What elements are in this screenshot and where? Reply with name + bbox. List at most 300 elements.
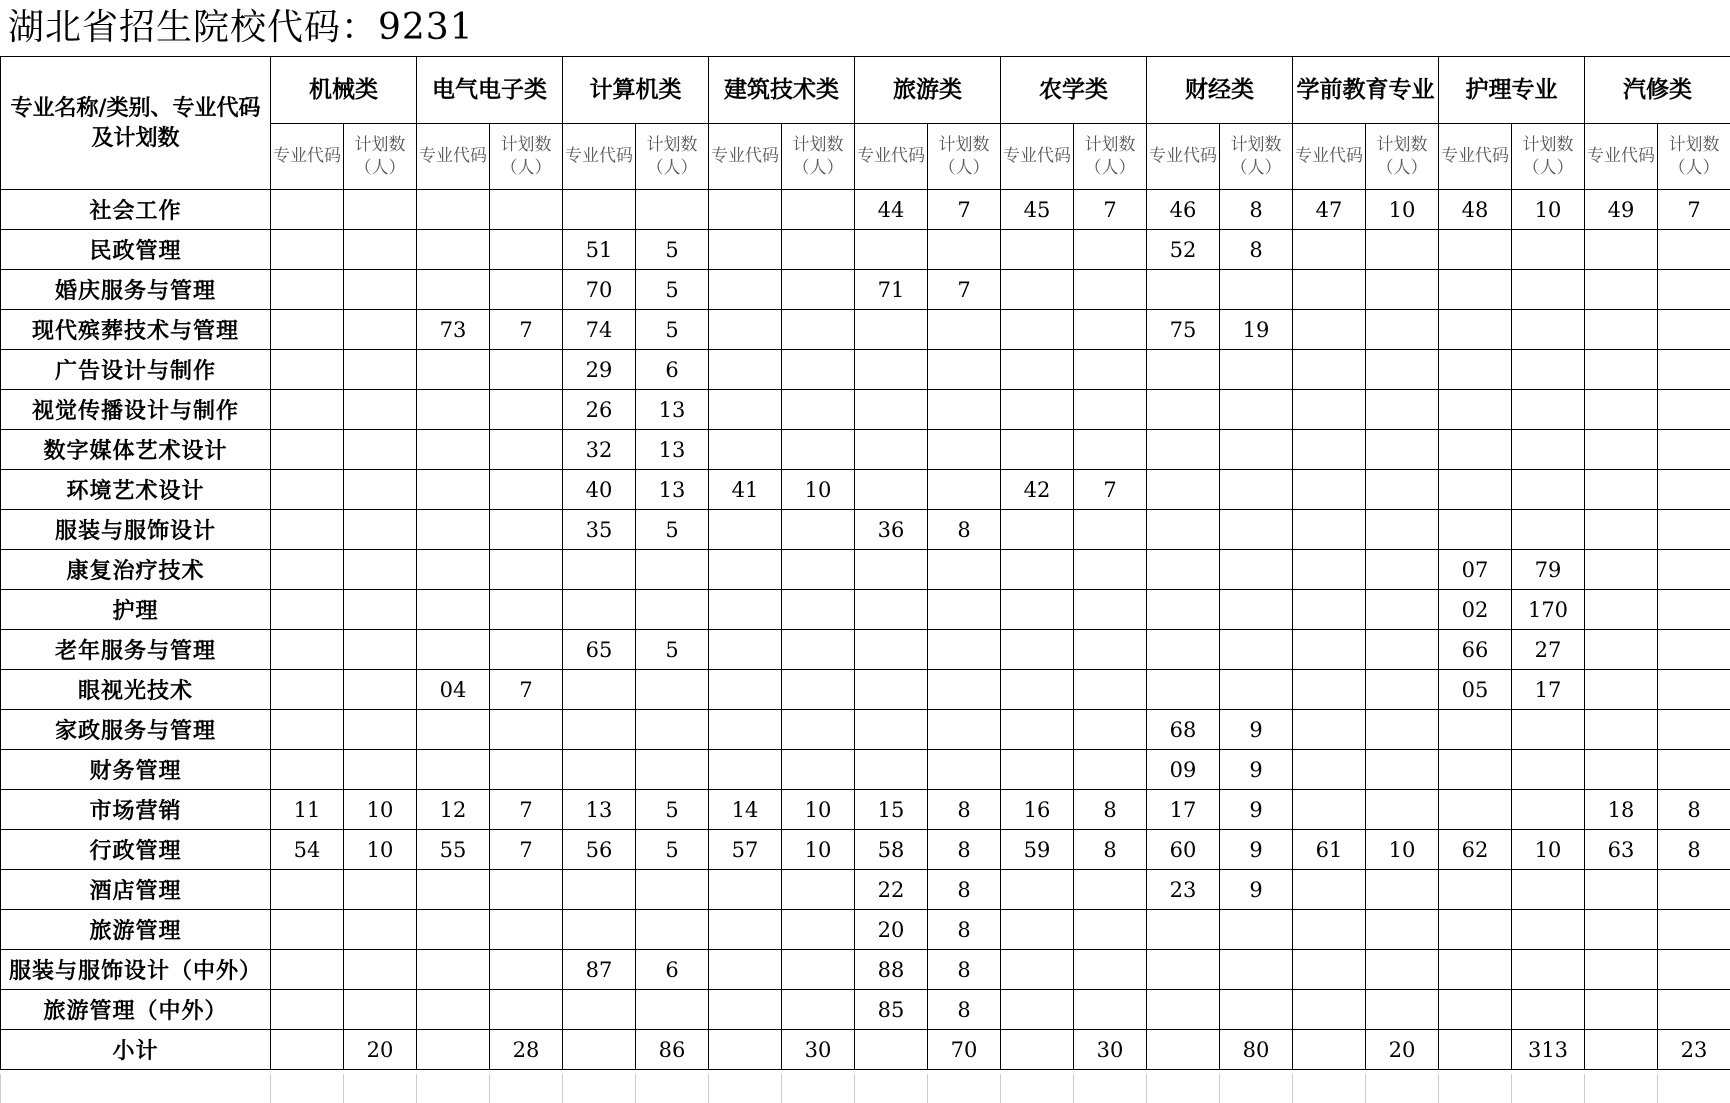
category-header: 旅游类 xyxy=(855,57,1001,124)
plan-count-cell xyxy=(636,910,709,950)
major-code-cell xyxy=(1585,750,1658,790)
grid-line xyxy=(635,1074,636,1103)
grid-line xyxy=(270,1074,271,1103)
plan-count-cell: 8 xyxy=(928,830,1001,870)
plan-count-cell xyxy=(1658,310,1730,350)
plan-count-cell: 80 xyxy=(1220,1030,1293,1070)
plan-count-cell xyxy=(782,190,855,230)
plan-count-cell xyxy=(928,350,1001,390)
plan-count-cell xyxy=(1512,870,1585,910)
plan-count-cell xyxy=(1512,750,1585,790)
major-code-cell xyxy=(709,910,782,950)
major-code-cell xyxy=(1147,950,1220,990)
major-code-cell xyxy=(417,270,490,310)
category-header: 电气电子类 xyxy=(417,57,563,124)
plan-count-cell: 9 xyxy=(1220,710,1293,750)
grid-line xyxy=(1584,1074,1585,1103)
major-code-cell xyxy=(1585,510,1658,550)
plan-count-cell xyxy=(1658,750,1730,790)
plan-count-cell: 5 xyxy=(636,790,709,830)
plan-count-cell xyxy=(636,710,709,750)
major-code-cell xyxy=(855,590,928,630)
table-row xyxy=(1,470,1730,510)
plan-count-cell xyxy=(490,350,563,390)
plan-count-cell: 8 xyxy=(928,510,1001,550)
major-code-cell: 36 xyxy=(855,510,928,550)
major-code-cell xyxy=(1585,390,1658,430)
plan-count-cell: 10 xyxy=(344,790,417,830)
plan-column-header: 计划数（人） xyxy=(1366,124,1439,190)
plan-count-cell xyxy=(490,430,563,470)
major-code-cell xyxy=(1147,590,1220,630)
plan-count-cell xyxy=(782,310,855,350)
major-code-cell xyxy=(271,270,344,310)
major-code-cell xyxy=(1147,630,1220,670)
category-header: 护理专业 xyxy=(1439,57,1585,124)
major-code-cell: 75 xyxy=(1147,310,1220,350)
plan-column-header: 计划数（人） xyxy=(1220,124,1293,190)
code-column-header: 专业代码 xyxy=(1147,124,1220,190)
table-row xyxy=(1,790,1730,830)
major-code-cell xyxy=(1439,430,1512,470)
plan-count-cell xyxy=(636,990,709,1030)
major-code-cell xyxy=(417,190,490,230)
plan-count-cell xyxy=(1074,630,1147,670)
code-column-header: 专业代码 xyxy=(709,124,782,190)
category-header: 计算机类 xyxy=(563,57,709,124)
grid-line xyxy=(489,1074,490,1103)
major-code-cell xyxy=(563,190,636,230)
major-code-cell xyxy=(855,550,928,590)
plan-count-cell xyxy=(1512,430,1585,470)
plan-column-header: 计划数（人） xyxy=(1512,124,1585,190)
major-name: 环境艺术设计 xyxy=(1,470,271,510)
major-code-cell xyxy=(1147,390,1220,430)
major-code-cell: 63 xyxy=(1585,830,1658,870)
plan-count-cell xyxy=(782,390,855,430)
major-code-cell xyxy=(709,710,782,750)
plan-count-cell xyxy=(928,430,1001,470)
major-code-cell: 32 xyxy=(563,430,636,470)
plan-count-cell xyxy=(1074,910,1147,950)
major-code-cell xyxy=(271,230,344,270)
plan-count-cell xyxy=(1366,870,1439,910)
plan-count-cell: 5 xyxy=(636,310,709,350)
major-code-cell: 68 xyxy=(1147,710,1220,750)
table-row xyxy=(1,510,1730,550)
major-name: 视觉传播设计与制作 xyxy=(1,390,271,430)
major-code-cell xyxy=(1293,430,1366,470)
grid-line xyxy=(416,1074,417,1103)
major-code-cell xyxy=(1293,910,1366,950)
category-header: 学前教育专业 xyxy=(1293,57,1439,124)
major-code-cell xyxy=(1147,350,1220,390)
plan-count-cell xyxy=(1366,390,1439,430)
major-code-cell xyxy=(855,430,928,470)
plan-count-cell xyxy=(636,550,709,590)
plan-count-cell: 8 xyxy=(1658,790,1730,830)
major-code-cell xyxy=(709,670,782,710)
plan-count-cell xyxy=(1366,270,1439,310)
major-code-cell xyxy=(1293,1030,1366,1070)
category-header: 财经类 xyxy=(1147,57,1293,124)
plan-count-cell xyxy=(490,710,563,750)
major-code-cell: 20 xyxy=(855,910,928,950)
major-code-cell xyxy=(1001,510,1074,550)
plan-count-cell: 10 xyxy=(1512,190,1585,230)
plan-count-cell xyxy=(490,190,563,230)
plan-count-cell xyxy=(1366,510,1439,550)
plan-count-cell xyxy=(344,910,417,950)
plan-count-cell: 7 xyxy=(928,270,1001,310)
major-name: 服装与服饰设计 xyxy=(1,510,271,550)
major-code-cell: 59 xyxy=(1001,830,1074,870)
plan-count-cell xyxy=(344,550,417,590)
plan-count-cell xyxy=(490,470,563,510)
major-code-cell xyxy=(271,550,344,590)
major-code-cell: 23 xyxy=(1147,870,1220,910)
table-row xyxy=(1,350,1730,390)
plan-count-cell: 13 xyxy=(636,430,709,470)
major-code-cell xyxy=(271,310,344,350)
plan-column-header: 计划数（人） xyxy=(928,124,1001,190)
plan-count-cell xyxy=(782,350,855,390)
major-code-cell xyxy=(271,190,344,230)
plan-count-cell xyxy=(1512,230,1585,270)
major-code-cell xyxy=(1585,470,1658,510)
major-code-cell xyxy=(855,630,928,670)
plan-count-cell xyxy=(1512,470,1585,510)
plan-count-cell xyxy=(928,310,1001,350)
table-row xyxy=(1,550,1730,590)
category-header: 建筑技术类 xyxy=(709,57,855,124)
major-code-cell xyxy=(1147,670,1220,710)
plan-count-cell xyxy=(344,190,417,230)
plan-count-cell xyxy=(636,870,709,910)
table-row xyxy=(1,270,1730,310)
major-code-cell xyxy=(855,230,928,270)
major-code-cell xyxy=(271,590,344,630)
major-name: 家政服务与管理 xyxy=(1,710,271,750)
plan-count-cell xyxy=(1366,910,1439,950)
major-code-cell xyxy=(1147,270,1220,310)
plan-count-cell xyxy=(1074,950,1147,990)
major-code-cell xyxy=(1439,510,1512,550)
plan-count-cell xyxy=(1074,270,1147,310)
grid-line xyxy=(1219,1074,1220,1103)
plan-column-header: 计划数（人） xyxy=(1074,124,1147,190)
plan-count-cell: 5 xyxy=(636,270,709,310)
major-code-cell xyxy=(709,510,782,550)
major-code-cell: 26 xyxy=(563,390,636,430)
plan-count-cell xyxy=(1512,710,1585,750)
plan-count-cell: 7 xyxy=(1658,190,1730,230)
plan-count-cell xyxy=(1512,310,1585,350)
major-code-cell: 02 xyxy=(1439,590,1512,630)
major-code-cell xyxy=(1439,950,1512,990)
major-code-cell xyxy=(709,870,782,910)
major-code-cell xyxy=(1001,430,1074,470)
plan-count-cell xyxy=(782,230,855,270)
major-code-cell xyxy=(855,310,928,350)
plan-count-cell: 13 xyxy=(636,390,709,430)
plan-count-cell xyxy=(782,710,855,750)
plan-count-cell xyxy=(490,870,563,910)
plan-column-header: 计划数（人） xyxy=(490,124,563,190)
plan-count-cell: 8 xyxy=(1220,190,1293,230)
major-code-cell xyxy=(1147,990,1220,1030)
plan-count-cell xyxy=(1512,270,1585,310)
major-code-cell: 85 xyxy=(855,990,928,1030)
table-row xyxy=(1,870,1730,910)
plan-count-cell xyxy=(344,870,417,910)
plan-count-cell xyxy=(1220,670,1293,710)
major-code-cell xyxy=(271,470,344,510)
plan-count-cell xyxy=(1074,350,1147,390)
plan-count-cell xyxy=(1074,430,1147,470)
major-code-cell xyxy=(1293,630,1366,670)
major-code-cell xyxy=(1585,950,1658,990)
plan-count-cell: 7 xyxy=(1074,190,1147,230)
plan-count-cell xyxy=(1366,790,1439,830)
grid-line xyxy=(562,1074,563,1103)
plan-count-cell xyxy=(928,670,1001,710)
table-row xyxy=(1,390,1730,430)
plan-count-cell xyxy=(636,750,709,790)
major-code-cell xyxy=(1001,630,1074,670)
plan-count-cell xyxy=(1366,710,1439,750)
plan-count-cell: 30 xyxy=(782,1030,855,1070)
major-code-cell xyxy=(563,910,636,950)
plan-count-cell: 9 xyxy=(1220,870,1293,910)
admission-plan-table xyxy=(0,56,1730,1070)
plan-count-cell: 28 xyxy=(490,1030,563,1070)
major-code-cell xyxy=(1439,270,1512,310)
major-code-cell xyxy=(1001,990,1074,1030)
major-code-cell: 35 xyxy=(563,510,636,550)
plan-count-cell xyxy=(1366,670,1439,710)
plan-count-cell xyxy=(344,270,417,310)
major-code-cell: 48 xyxy=(1439,190,1512,230)
plan-count-cell xyxy=(1658,550,1730,590)
plan-count-cell xyxy=(1074,390,1147,430)
major-code-cell xyxy=(563,590,636,630)
major-code-cell: 29 xyxy=(563,350,636,390)
plan-count-cell xyxy=(1658,590,1730,630)
code-column-header: 专业代码 xyxy=(1001,124,1074,190)
major-code-cell: 88 xyxy=(855,950,928,990)
major-code-cell xyxy=(271,670,344,710)
major-code-cell xyxy=(417,1030,490,1070)
plan-count-cell xyxy=(490,230,563,270)
plan-count-cell xyxy=(490,550,563,590)
major-code-cell xyxy=(1439,990,1512,1030)
plan-count-cell: 313 xyxy=(1512,1030,1585,1070)
plan-count-cell xyxy=(1658,710,1730,750)
major-code-cell xyxy=(1147,910,1220,950)
major-code-cell xyxy=(855,750,928,790)
major-code-cell xyxy=(1585,310,1658,350)
plan-count-cell xyxy=(344,470,417,510)
plan-count-cell: 5 xyxy=(636,630,709,670)
major-code-cell: 44 xyxy=(855,190,928,230)
major-code-cell xyxy=(1585,710,1658,750)
major-name: 眼视光技术 xyxy=(1,670,271,710)
major-code-cell: 40 xyxy=(563,470,636,510)
major-code-cell xyxy=(709,990,782,1030)
plan-count-cell xyxy=(782,270,855,310)
code-column-header: 专业代码 xyxy=(417,124,490,190)
plan-count-cell xyxy=(1366,430,1439,470)
major-code-cell xyxy=(271,1030,344,1070)
plan-count-cell xyxy=(490,630,563,670)
major-name: 市场营销 xyxy=(1,790,271,830)
code-column-header: 专业代码 xyxy=(1439,124,1512,190)
major-code-cell xyxy=(417,230,490,270)
major-name: 康复治疗技术 xyxy=(1,550,271,590)
major-code-cell: 65 xyxy=(563,630,636,670)
major-name: 服装与服饰设计（中外） xyxy=(1,950,271,990)
major-code-cell xyxy=(709,630,782,670)
plan-count-cell xyxy=(636,670,709,710)
major-name: 数字媒体艺术设计 xyxy=(1,430,271,470)
plan-count-cell: 79 xyxy=(1512,550,1585,590)
plan-count-cell: 8 xyxy=(928,990,1001,1030)
table-row xyxy=(1,190,1730,230)
major-code-cell: 46 xyxy=(1147,190,1220,230)
plan-count-cell: 30 xyxy=(1074,1030,1147,1070)
plan-count-cell xyxy=(1220,990,1293,1030)
plan-count-cell xyxy=(1512,390,1585,430)
major-code-cell xyxy=(855,350,928,390)
major-code-cell xyxy=(1585,590,1658,630)
plan-count-cell: 9 xyxy=(1220,790,1293,830)
major-code-cell xyxy=(271,950,344,990)
grid-line xyxy=(1657,1074,1658,1103)
plan-count-cell: 9 xyxy=(1220,830,1293,870)
plan-count-cell xyxy=(490,950,563,990)
major-code-cell xyxy=(1293,990,1366,1030)
major-code-cell xyxy=(1293,870,1366,910)
plan-count-cell xyxy=(782,750,855,790)
major-code-cell: 18 xyxy=(1585,790,1658,830)
major-code-cell xyxy=(1001,750,1074,790)
code-column-header: 专业代码 xyxy=(1585,124,1658,190)
major-code-cell xyxy=(709,590,782,630)
plan-count-cell xyxy=(1658,870,1730,910)
plan-count-cell xyxy=(1658,430,1730,470)
major-code-cell xyxy=(1585,990,1658,1030)
plan-count-cell: 8 xyxy=(1658,830,1730,870)
category-header: 汽修类 xyxy=(1585,57,1730,124)
plan-count-cell xyxy=(1074,990,1147,1030)
major-code-cell xyxy=(1293,550,1366,590)
major-code-cell xyxy=(709,390,782,430)
major-code-cell: 56 xyxy=(563,830,636,870)
major-code-cell xyxy=(1585,1030,1658,1070)
major-code-cell: 60 xyxy=(1147,830,1220,870)
plan-count-cell xyxy=(1658,270,1730,310)
major-code-cell: 09 xyxy=(1147,750,1220,790)
plan-count-cell xyxy=(344,990,417,1030)
plan-count-cell xyxy=(782,590,855,630)
plan-count-cell xyxy=(1074,710,1147,750)
major-code-cell: 12 xyxy=(417,790,490,830)
plan-count-cell: 10 xyxy=(1512,830,1585,870)
major-code-cell xyxy=(1439,750,1512,790)
plan-count-cell xyxy=(1074,670,1147,710)
plan-count-cell xyxy=(928,590,1001,630)
major-code-cell xyxy=(1585,350,1658,390)
table-row xyxy=(1,590,1730,630)
plan-count-cell: 10 xyxy=(782,790,855,830)
major-code-cell xyxy=(417,350,490,390)
plan-count-cell xyxy=(1366,750,1439,790)
major-code-cell xyxy=(417,470,490,510)
major-name: 旅游管理（中外） xyxy=(1,990,271,1030)
grid-line xyxy=(854,1074,855,1103)
major-code-cell xyxy=(709,270,782,310)
plan-count-cell xyxy=(1366,350,1439,390)
code-column-header: 专业代码 xyxy=(855,124,928,190)
plan-count-cell xyxy=(1512,910,1585,950)
major-code-cell xyxy=(1439,1030,1512,1070)
major-code-cell xyxy=(1439,390,1512,430)
plan-count-cell xyxy=(344,350,417,390)
plan-count-cell xyxy=(1220,590,1293,630)
plan-column-header: 计划数（人） xyxy=(1658,124,1730,190)
plan-column-header: 计划数（人） xyxy=(344,124,417,190)
plan-count-cell: 23 xyxy=(1658,1030,1730,1070)
major-code-cell: 54 xyxy=(271,830,344,870)
plan-count-cell: 7 xyxy=(490,830,563,870)
major-name: 社会工作 xyxy=(1,190,271,230)
plan-count-cell xyxy=(1658,670,1730,710)
plan-count-cell xyxy=(344,750,417,790)
major-code-cell: 58 xyxy=(855,830,928,870)
grid-line xyxy=(1146,1074,1147,1103)
plan-count-cell xyxy=(344,510,417,550)
plan-count-cell xyxy=(1658,390,1730,430)
plan-count-cell: 20 xyxy=(344,1030,417,1070)
major-code-cell xyxy=(855,470,928,510)
major-code-cell xyxy=(855,670,928,710)
major-code-cell xyxy=(1001,710,1074,750)
table-row xyxy=(1,230,1730,270)
major-code-cell xyxy=(1439,470,1512,510)
major-code-cell xyxy=(1439,230,1512,270)
plan-count-cell xyxy=(1074,310,1147,350)
major-code-cell: 13 xyxy=(563,790,636,830)
plan-count-cell xyxy=(1074,870,1147,910)
major-code-cell xyxy=(1585,910,1658,950)
major-code-cell xyxy=(1585,630,1658,670)
major-code-cell: 52 xyxy=(1147,230,1220,270)
major-code-cell xyxy=(271,870,344,910)
plan-count-cell: 10 xyxy=(782,830,855,870)
plan-count-cell: 8 xyxy=(1074,790,1147,830)
major-code-cell xyxy=(271,630,344,670)
plan-count-cell xyxy=(928,710,1001,750)
major-code-cell xyxy=(1585,870,1658,910)
major-code-cell xyxy=(1293,590,1366,630)
major-code-cell xyxy=(1147,1030,1220,1070)
plan-count-cell xyxy=(782,430,855,470)
major-code-cell xyxy=(271,390,344,430)
major-code-cell xyxy=(1293,390,1366,430)
major-code-cell xyxy=(563,710,636,750)
plan-count-cell xyxy=(344,710,417,750)
